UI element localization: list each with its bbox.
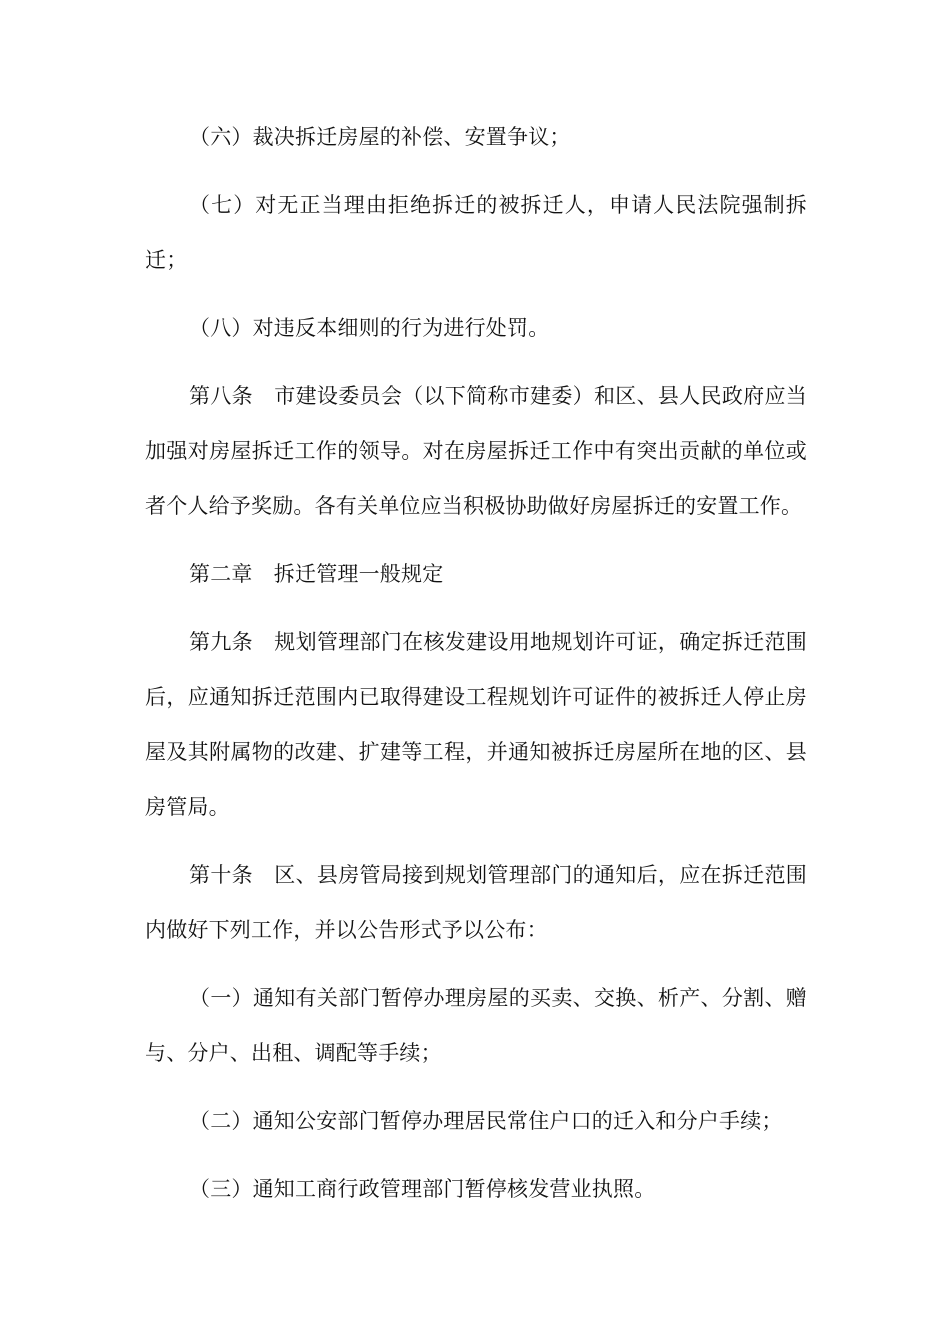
article-9: 第九条 规划管理部门在核发建设用地规划许可证，确定拆迁范围后，应通知拆迁范围内已取得建设工程规划许可证件的被拆迁人停止房屋及其附属物的改建、扩建等工程，并通知被拆迁房屋所在地的区、县房管局。 <box>145 630 807 819</box>
paragraph-item-8: （八）对违反本细则的行为进行处罚。 <box>189 316 550 340</box>
document-body <box>145 110 807 1230</box>
paragraph-item-7: （七）对无正当理由拒绝拆迁的被拆迁人，申请人民法院强制拆迁； <box>145 193 807 272</box>
paragraph-item-6: （六）裁决拆迁房屋的补偿、安置争议； <box>189 125 571 149</box>
paragraph-item-2: （二）通知公安部门暂停办理居民常住户口的迁入和分户手续； <box>189 1109 783 1133</box>
paragraph-item-3: （三）通知工商行政管理部门暂停核发营业执照。 <box>189 1177 656 1201</box>
paragraph-item-1: （一）通知有关部门暂停办理房屋的买卖、交换、析产、分割、赠与、分户、出租、调配等手续； <box>145 986 807 1065</box>
chapter-2-heading: 第二章 拆迁管理一般规定 <box>189 562 444 586</box>
article-10: 第十条 区、县房管局接到规划管理部门的通知后，应在拆迁范围内做好下列工作，并以公告形式予以公布： <box>145 863 807 942</box>
article-8: 第八条 市建设委员会（以下简称市建委）和区、县人民政府应当加强对房屋拆迁工作的领导。对在房屋拆迁工作中有突出贡献的单位或者个人给予奖励。各有关单位应当积极协助做好房屋拆迁的安置工作。 <box>145 384 807 518</box>
